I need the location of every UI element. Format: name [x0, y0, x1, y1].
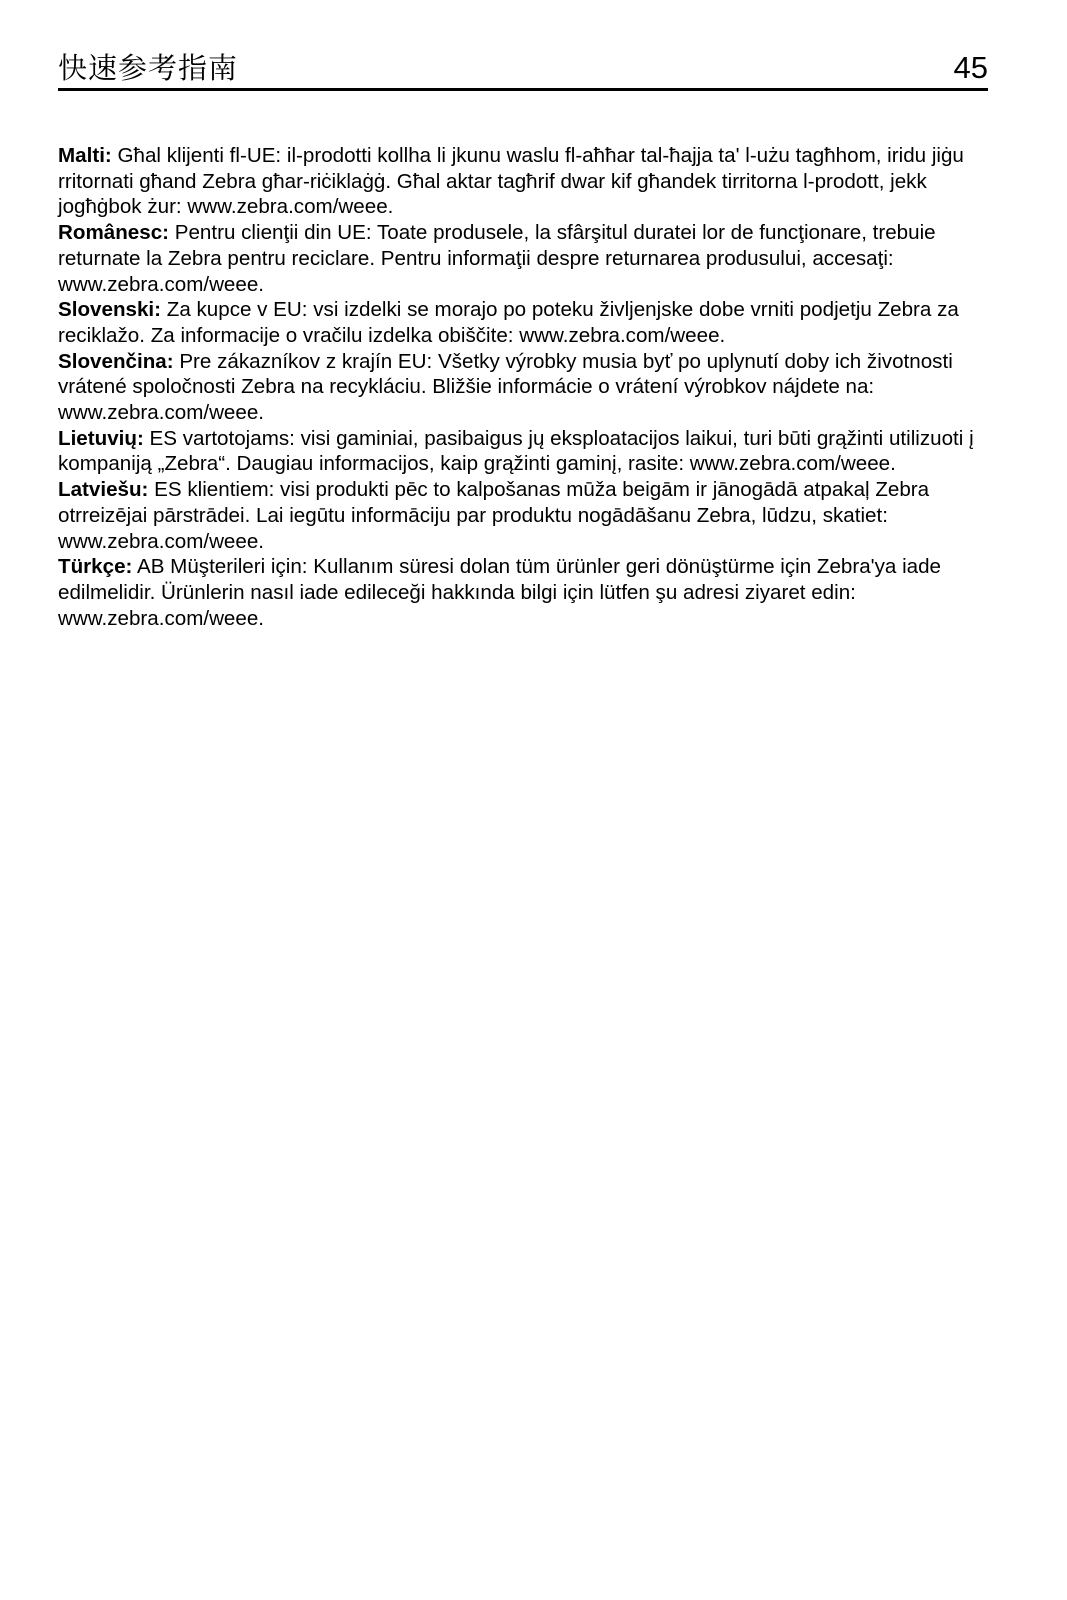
page-header: [58, 48, 988, 91]
language-label: Slovenčina:: [58, 349, 174, 373]
language-label: Românesc:: [58, 221, 170, 245]
entry-slovak: [58, 349, 990, 426]
header-title: 快速参考指南: [58, 51, 239, 85]
entry-slovenian: [58, 297, 990, 348]
language-label: Türkçe:: [58, 555, 133, 579]
entry-text: Pentru clienţii din UE: Toate produsele, la sfârşitul duratei lor de funcţionare, trebuie returnate la Zebra pentru reciclare. Pentru informaţii despre returnarea produsului, accesaţi: www.zebra.com/weee.: [58, 221, 936, 296]
language-label: Lietuvių:: [58, 426, 144, 450]
entry-text: Za kupce v EU: vsi izdelki se morajo po poteku življenjske dobe vrniti podjetju Zebra za reciklažo. Za informacije o vračilu izdelka obiščite: www.zebra.com/weee.: [58, 298, 959, 347]
entry-maltese: [58, 143, 990, 220]
entry-latvian: [58, 477, 990, 554]
entry-text: AB Müşterileri için: Kullanım süresi dolan tüm ürünler geri dönüştürme için Zebra'ya iade edilmelidir. Ürünlerin nasıl iade edileceği hakkında bilgi için lütfen şu adresi ziyaret edin: www.zebra.com/weee.: [58, 555, 942, 630]
entry-text: ES klientiem: visi produkti pēc to kalpošanas mūža beigām ir jānogādā atpakaļ Zebra otrreizējai pārstrādei. Lai iegūtu informāciju par produktu nogādāšanu Zebra, lūdzu, skatiet: www.zebra.com/weee.: [58, 478, 930, 553]
entry-romanian: [58, 220, 990, 297]
language-label: Latviešu:: [58, 478, 149, 502]
language-label: Malti:: [58, 144, 112, 167]
document-body: [58, 143, 990, 631]
entry-turkish: [58, 554, 990, 631]
entry-text: Pre zákazníkov z krajín EU: Všetky výrobky musia byť po uplynutí doby ich životnosti vrátené spoločnosti Zebra na recykláciu. Bližšie informácie o vrátení výrobkov nájdete na: www.zebra.com/weee.: [58, 349, 953, 425]
entry-text: ES vartotojams: visi gaminiai, pasibaigus jų eksploatacijos laikui, turi būti grąžinti utilizuoti į kompaniją „Zebra“. Daugiau informacijos, kaip grąžinti gaminį, rasite: www.zebra.com/weee.: [58, 426, 974, 476]
entry-lithuanian: [58, 426, 990, 477]
language-label: Slovenski:: [58, 298, 162, 322]
page-number: 45: [953, 50, 988, 85]
entry-text: Għal klijenti fl-UE: il-prodotti kollha li jkunu waslu fl-aħħar tal-ħajja ta' l-użu tagħhom, iridu jiġu rritornati għand Zebra għar-riċiklaġġ. Għal aktar tagħrif dwar kif għandek tirritorna l-prodott, jekk jogħġbok żur: www.zebra.com/weee.: [58, 144, 964, 219]
